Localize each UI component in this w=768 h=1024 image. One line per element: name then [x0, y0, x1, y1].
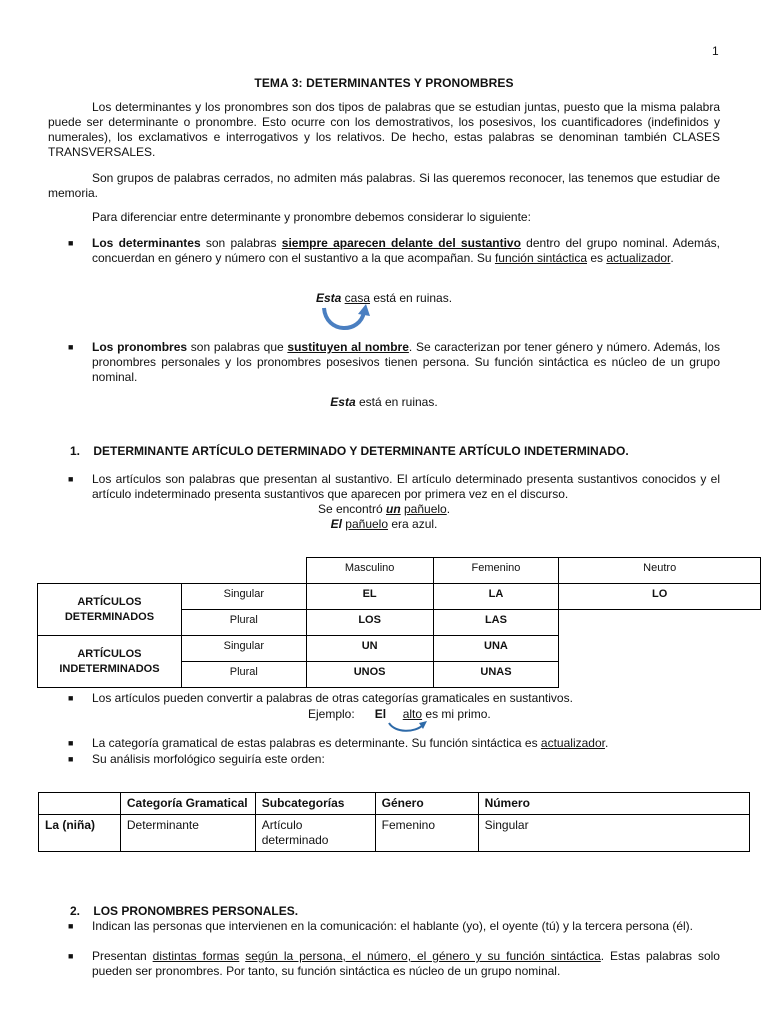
- bold-term: Los pronombres: [92, 340, 188, 354]
- text: son palabras: [200, 236, 282, 250]
- example-sentence-1: [0, 291, 768, 306]
- example-article: El: [374, 707, 387, 721]
- bullet-formas: [68, 949, 720, 979]
- example-rest: está en ruinas.: [355, 395, 438, 409]
- bullet-icon: ■: [68, 921, 74, 931]
- header-masculino: Masculino: [306, 558, 433, 584]
- text: . Se caracterizan por tener género y número. Además, los pronombres personales y los pronombres posesivos tienen persona. Su función sintáctica es núcleo de un grupo nominal.: [92, 340, 720, 384]
- bullet-icon: ■: [68, 342, 74, 352]
- intro-paragraph-3: Para diferenciar entre determinante y pronombre debemos considerar lo siguiente:: [92, 210, 531, 224]
- bullet-articulos: [68, 472, 720, 502]
- example-determiner: Esta: [315, 291, 342, 305]
- text: .: [670, 251, 674, 265]
- morphology-table: [38, 792, 750, 852]
- key-definition: sustituyen al nombre: [287, 340, 409, 354]
- number-label: Plural: [181, 662, 306, 688]
- example-article: un: [385, 502, 401, 516]
- number-label: Singular: [181, 636, 306, 662]
- article-cell: LOS: [306, 610, 433, 636]
- page-number: 1: [712, 44, 719, 58]
- section-title: DETERMINANTE ARTÍCULO DETERMINADO Y DETERMINANTE ARTÍCULO INDETERMINADO.: [93, 444, 629, 458]
- article-cell: LO: [559, 584, 761, 610]
- text: .: [604, 736, 609, 750]
- bullet-analisis: [68, 752, 720, 767]
- bullet-icon: ■: [68, 738, 74, 748]
- article-cell: UNA: [433, 636, 559, 662]
- header-neutro: Neutro: [559, 558, 761, 584]
- bullet-text: Indican las personas que intervienen en la comunicación: el hablante (yo), el oyente (tú) y la tercera persona (él).: [92, 919, 694, 933]
- example-rest: está en ruinas.: [370, 291, 453, 305]
- bullet-icon: ■: [68, 951, 74, 961]
- example-label: Ejemplo:: [308, 707, 355, 721]
- example-noun: casa: [344, 291, 370, 305]
- example-word: alto: [402, 707, 423, 721]
- header-femenino: Femenino: [433, 558, 559, 584]
- underlined-term: función sintáctica: [494, 251, 587, 265]
- table-cell: Determinante: [120, 815, 255, 852]
- underlined-term: distintas formas: [152, 949, 240, 963]
- text: era azul.: [388, 517, 438, 531]
- underlined-term: actualizador: [606, 251, 671, 265]
- curved-arrow-icon: [385, 719, 429, 735]
- bullet-icon: ■: [68, 238, 74, 248]
- group-indeterminados: ARTÍCULOS INDETERMINADOS: [38, 636, 182, 688]
- example-noun: pañuelo: [404, 502, 447, 516]
- text: Se encontró: [317, 502, 386, 516]
- header-cell: Número: [478, 793, 749, 815]
- bullet-text: Los artículos pueden convertir a palabras de otras categorías gramaticales en sustantivos.: [92, 691, 573, 705]
- article-cell: UNOS: [306, 662, 433, 688]
- section-number: 2.: [70, 904, 81, 918]
- text: Presentan: [92, 949, 153, 963]
- bullet-pronombres: [68, 340, 720, 385]
- example-sentence-4: [0, 517, 768, 532]
- bullet-icon: ■: [68, 693, 74, 703]
- bold-term: Los determinantes: [92, 236, 201, 250]
- table-cell: Femenino: [375, 815, 478, 852]
- text: son palabras que: [187, 340, 288, 354]
- section-title: LOS PRONOMBRES PERSONALES.: [93, 904, 299, 918]
- article-cell: EL: [306, 584, 433, 610]
- intro-paragraph-2: Son grupos de palabras cerrados, no admiten más palabras. Si las queremos reconocer, las tenemos que estudiar de memoria.: [48, 171, 720, 200]
- article-cell: LAS: [433, 610, 559, 636]
- underlined-term: actualizador: [540, 736, 605, 750]
- header-cell: Subcategorías: [255, 793, 375, 815]
- header-cell: [39, 793, 121, 815]
- example-sentence-2: [0, 395, 768, 410]
- number-label: Plural: [181, 610, 306, 636]
- article-cell: LA: [433, 584, 559, 610]
- bullet-categoria: [68, 736, 720, 751]
- table-cell: Singular: [478, 815, 749, 852]
- text: La categoría gramatical de estas palabras es determinante. Su función sintáctica es: [92, 736, 541, 750]
- group-determinados: ARTÍCULOS DETERMINADOS: [38, 584, 182, 636]
- bullet-icon: ■: [68, 754, 74, 764]
- curved-arrow-icon: [318, 304, 374, 334]
- example-pronoun: Esta: [330, 395, 356, 409]
- underlined-term: según la persona, el número, el género y su función sintáctica: [245, 949, 601, 963]
- text: es: [587, 251, 607, 265]
- text: .: [446, 502, 451, 516]
- section-number: 1.: [70, 444, 81, 458]
- section-1-heading: [70, 444, 750, 459]
- example-article: El: [330, 517, 342, 531]
- text: . Estas palabras solo pueden ser pronombres. Por tanto, su función sintáctica es núcleo de un grupo nominal.: [92, 949, 720, 978]
- section-2-heading: [70, 904, 750, 919]
- article-cell: UN: [306, 636, 433, 662]
- page-title: TEMA 3: DETERMINANTES Y PRONOMBRES: [254, 76, 514, 90]
- example-sentence-3: [0, 502, 768, 517]
- bullet-convertir: [68, 691, 720, 706]
- bullet-personas: [68, 919, 720, 934]
- text: es mi primo.: [422, 707, 491, 721]
- example-noun: pañuelo: [345, 517, 389, 531]
- table-cell: Artículo determinado: [255, 815, 375, 852]
- number-label: Singular: [181, 584, 306, 610]
- header-cell: Género: [375, 793, 478, 815]
- article-cell: UNAS: [433, 662, 559, 688]
- bullet-text: Los artículos son palabras que presentan al sustantivo. El artículo determinado presenta sustantivos conocidos y el artículo indeterminado presenta sustantivos que aparecen por primera vez en el discurso.: [92, 472, 720, 501]
- header-cell: Categoría Gramatical: [120, 793, 255, 815]
- bullet-text: Su análisis morfológico seguiría este orden:: [92, 752, 325, 766]
- bullet-determinantes: [68, 236, 720, 266]
- articles-table: [37, 557, 761, 688]
- row-word: La (niña): [39, 815, 121, 852]
- text: dentro del grupo nominal. Además, concuerdan en género y número con el sustantivo a la que acompañan. Su: [92, 236, 721, 265]
- key-definition: siempre aparecen delante del sustantivo: [281, 236, 521, 250]
- intro-paragraph-1: Los determinantes y los pronombres son dos tipos de palabras que se estudian juntas, puesto que la misma palabra puede ser determinante o pronombre. Esto ocurre con los demostrativos, los posesivos, los cuantificadores (indefinidos y numerales), los exclamativos e interrogativos y los relativos. De hecho, estas palabras se denominan también CLASES TRANSVERSALES.: [48, 100, 720, 159]
- bullet-icon: ■: [68, 474, 74, 484]
